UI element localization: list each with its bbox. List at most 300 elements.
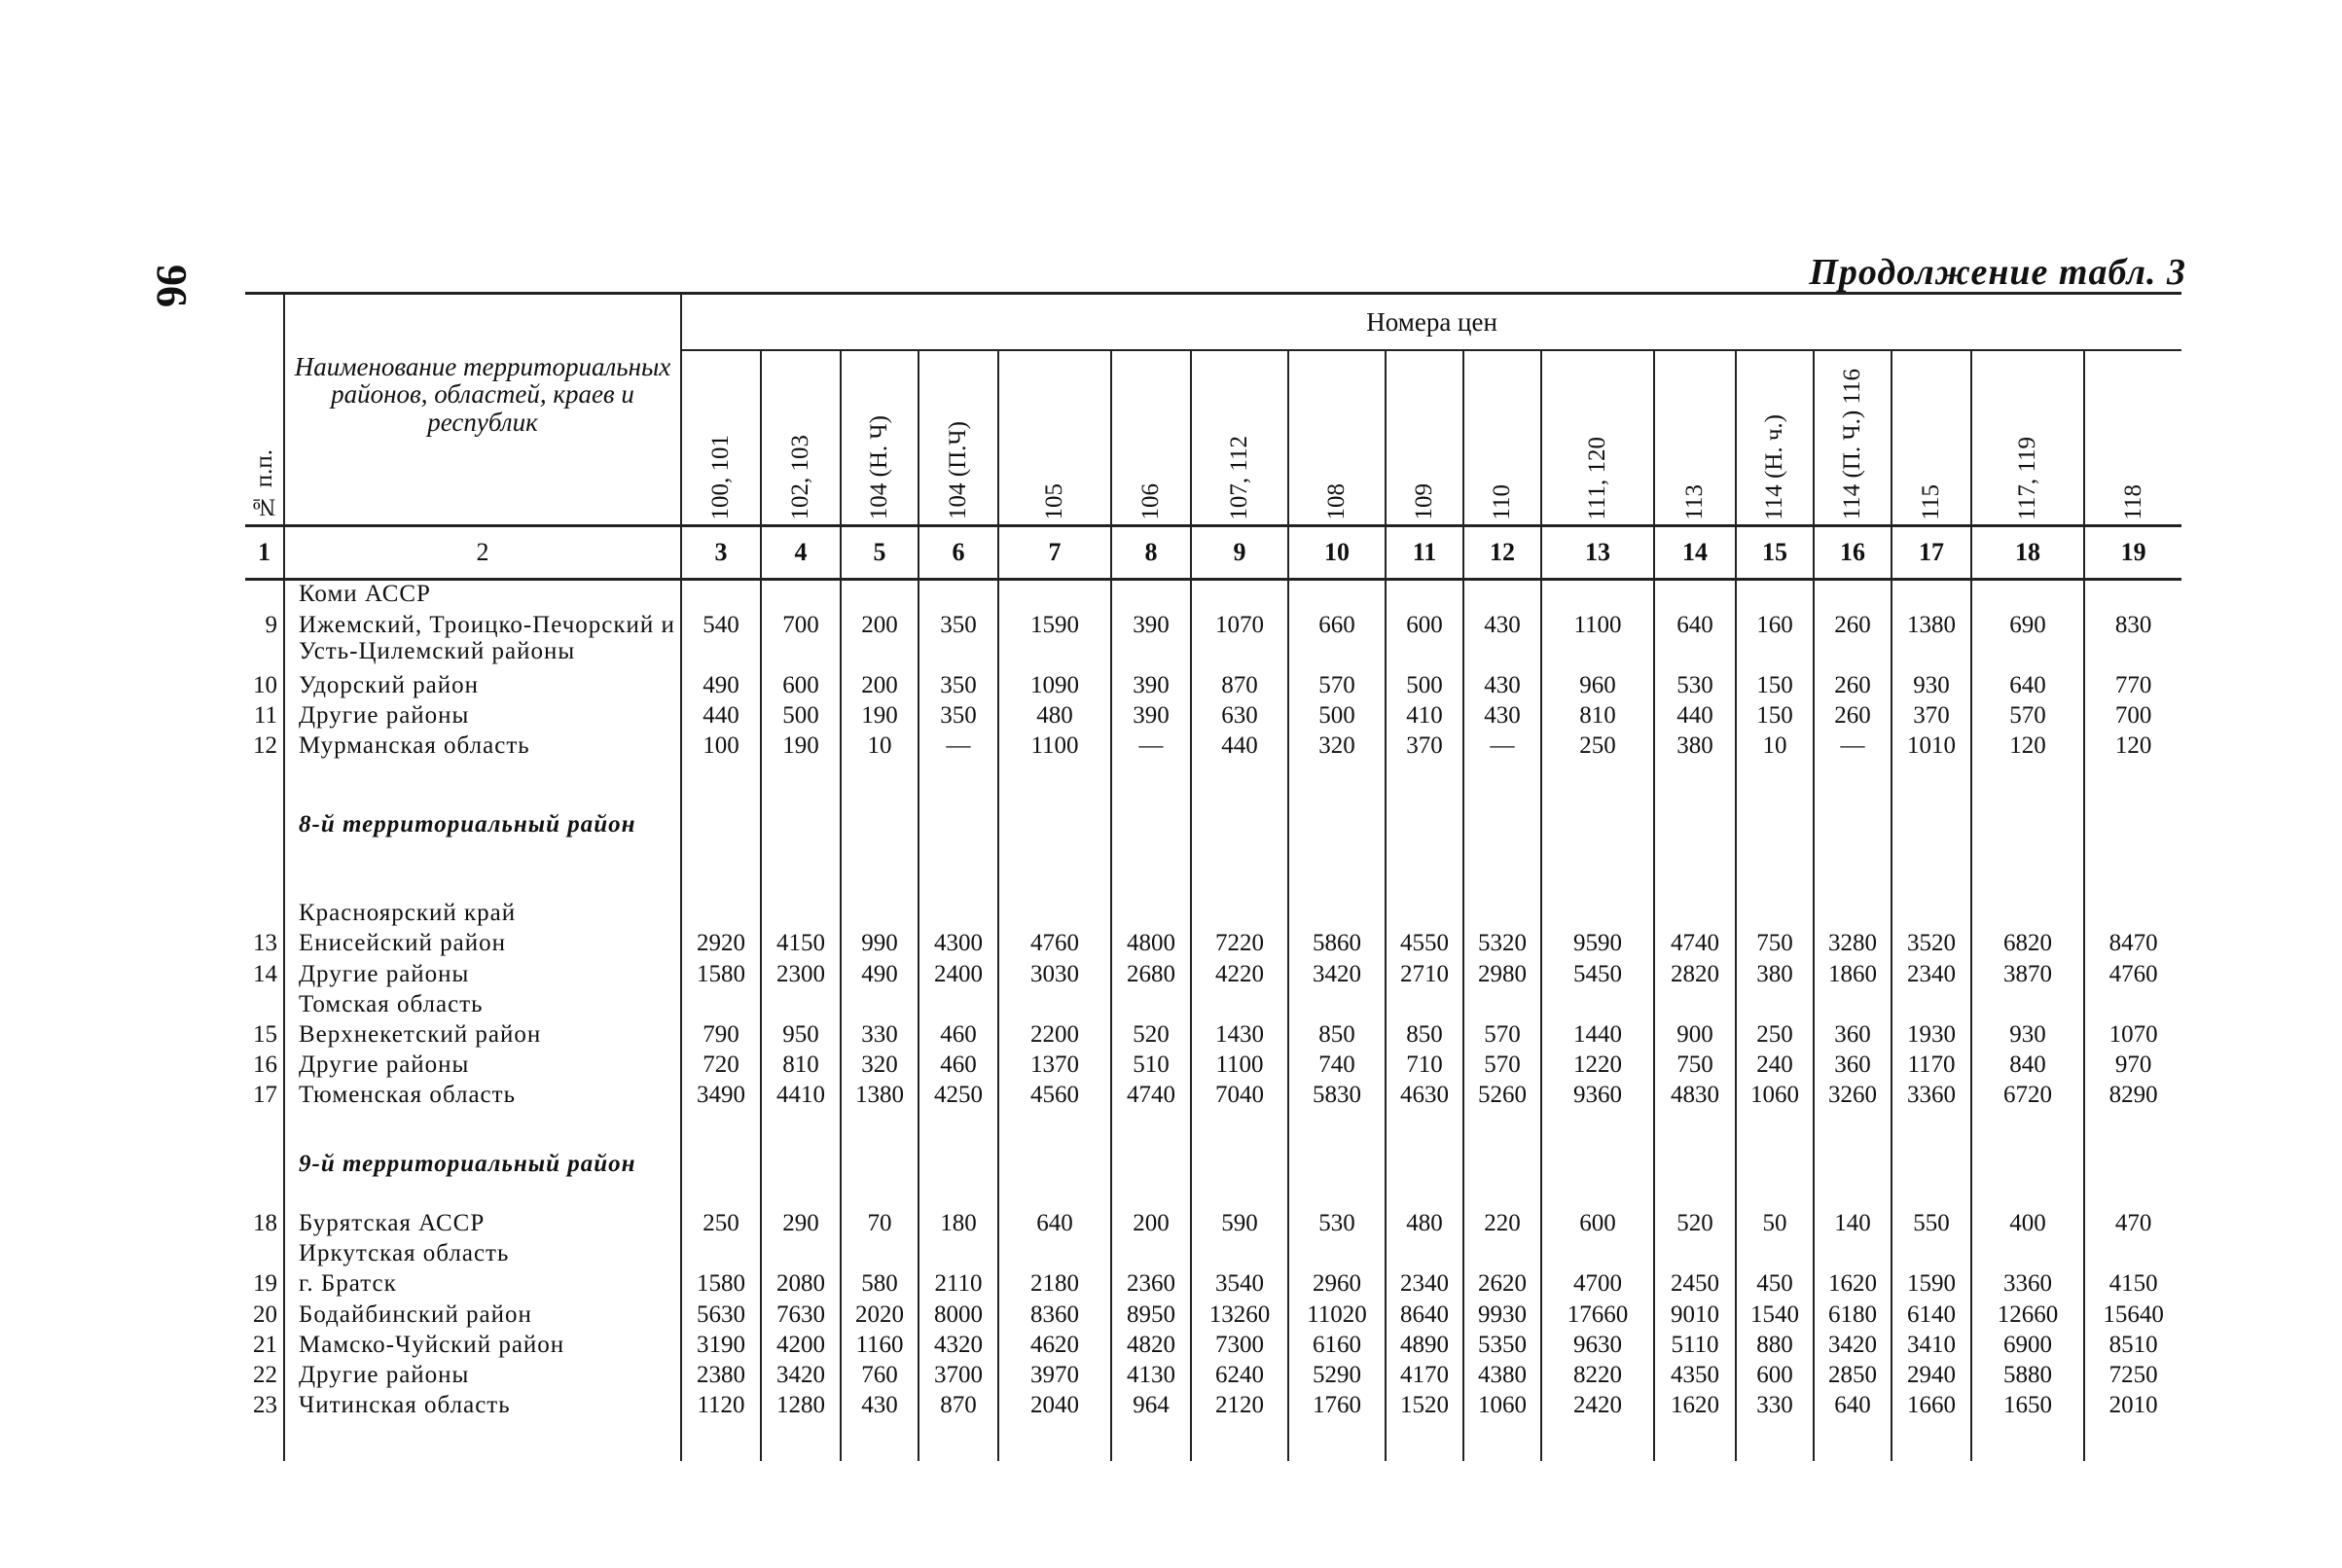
price-cell: 600	[1386, 612, 1463, 672]
header-col-label: 100, 101	[707, 434, 734, 520]
table-continuation-title: Продолжение табл. 3	[1809, 252, 2186, 293]
price-cell: 2420	[1541, 1392, 1654, 1422]
price-cell: 4890	[1386, 1332, 1463, 1362]
header-col-label: 106	[1137, 482, 1164, 520]
price-cell: 9360	[1541, 1082, 1654, 1112]
header-col-label: 108	[1323, 482, 1350, 520]
price-cell: 2680	[1111, 961, 1191, 991]
price-cell: 520	[1111, 1021, 1191, 1051]
header-col-13	[1541, 350, 1654, 526]
column-number: 4	[761, 526, 841, 580]
table-row	[245, 1270, 2181, 1301]
price-cell: 4300	[919, 930, 998, 960]
table-row	[245, 1021, 2181, 1051]
price-cell	[1892, 900, 1971, 930]
column-number: 18	[1971, 526, 2084, 580]
price-cell: 2020	[841, 1301, 919, 1332]
table-row	[245, 672, 2181, 702]
price-cell: 1170	[1892, 1051, 1971, 1082]
table-row	[245, 1392, 2181, 1422]
price-cell: 690	[1971, 612, 2084, 672]
price-cell: 10	[1736, 732, 1814, 763]
price-cell	[2084, 991, 2181, 1021]
price-cell: 440	[1191, 732, 1288, 763]
price-cell: 1280	[761, 1392, 841, 1422]
region-name: Иркутская область	[284, 1240, 681, 1270]
price-cell: 6140	[1892, 1301, 1971, 1332]
price-cell	[761, 580, 841, 612]
price-cell	[1814, 991, 1892, 1021]
price-cell: 1220	[1541, 1051, 1654, 1082]
header-name	[284, 294, 681, 526]
price-cell: 8360	[998, 1301, 1111, 1332]
price-cell: 4740	[1111, 1082, 1191, 1112]
price-cell: 13260	[1191, 1301, 1288, 1332]
column-number: 10	[1288, 526, 1386, 580]
price-cell: —	[919, 732, 998, 763]
price-cell: 3700	[919, 1362, 998, 1392]
column-number: 3	[681, 526, 761, 580]
price-cell: 430	[841, 1392, 919, 1422]
price-cell: 2400	[919, 961, 998, 991]
price-cell: 1380	[1892, 612, 1971, 672]
price-cell: 360	[1814, 1051, 1892, 1082]
price-cell	[1971, 1240, 2084, 1270]
price-cell: 2040	[998, 1392, 1111, 1422]
table-row	[245, 961, 2181, 991]
price-cell: 190	[841, 702, 919, 732]
table-row	[245, 991, 2181, 1021]
price-cell	[681, 1240, 761, 1270]
price-cell	[1288, 580, 1386, 612]
price-cell: 50	[1736, 1210, 1814, 1240]
price-cell	[1654, 991, 1736, 1021]
price-cell: 370	[1892, 702, 1971, 732]
price-cell: 4410	[761, 1082, 841, 1112]
price-cell	[1386, 1151, 1463, 1181]
price-cell: 2340	[1892, 961, 1971, 991]
price-cell	[1736, 580, 1814, 612]
header-col-3	[681, 350, 761, 526]
price-cell: 480	[1386, 1210, 1463, 1240]
price-cell: 1100	[1541, 612, 1654, 672]
price-cell: 480	[998, 702, 1111, 732]
price-cell: 1930	[1892, 1021, 1971, 1051]
price-cell: 3520	[1892, 930, 1971, 960]
column-number: 17	[1892, 526, 1971, 580]
price-cell: 510	[1111, 1051, 1191, 1082]
row-number: 17	[245, 1082, 284, 1112]
price-cell	[1111, 1240, 1191, 1270]
price-cell: 430	[1463, 702, 1541, 732]
price-cell: 350	[919, 612, 998, 672]
price-cell: 4130	[1111, 1362, 1191, 1392]
table-row	[245, 732, 2181, 763]
price-cell: 3420	[1288, 961, 1386, 991]
row-number: 18	[245, 1210, 284, 1240]
price-cell: 900	[1654, 1021, 1736, 1051]
price-cell	[1386, 991, 1463, 1021]
price-cell: 6720	[1971, 1082, 2084, 1112]
price-cell: 5880	[1971, 1362, 2084, 1392]
row-number: 19	[245, 1270, 284, 1301]
price-cell: 4200	[761, 1332, 841, 1362]
header-col-5	[841, 350, 919, 526]
price-cell	[998, 991, 1111, 1021]
price-cell: 830	[2114, 611, 2152, 638]
price-cell: 1090	[998, 672, 1111, 702]
price-cell: 600	[1736, 1362, 1814, 1392]
price-cell: 640	[1654, 612, 1736, 672]
price-cell	[1971, 991, 2084, 1021]
price-cell: —	[1111, 732, 1191, 763]
price-cell: 4320	[919, 1332, 998, 1362]
price-cell	[1814, 811, 1892, 841]
price-cell	[1892, 991, 1971, 1021]
price-cell: 150	[1736, 702, 1814, 732]
region-name: Красноярский край	[284, 900, 681, 930]
price-cell: 570	[1288, 672, 1386, 702]
region-name: Читинская область	[284, 1392, 681, 1422]
price-cell: 4150	[761, 930, 841, 960]
price-cell: 740	[1288, 1051, 1386, 1082]
header-col-19	[2084, 350, 2181, 526]
price-cell	[2084, 900, 2181, 930]
table-row	[245, 1332, 2181, 1362]
price-cell	[1541, 1151, 1654, 1181]
header-nn	[245, 294, 284, 526]
row-spacer	[245, 1112, 2181, 1151]
header-col-14	[1654, 350, 1736, 526]
price-cell	[1386, 1240, 1463, 1270]
price-cell: 8290	[2108, 1082, 2158, 1108]
price-cell: 11020	[1288, 1301, 1386, 1332]
table-row	[245, 930, 2181, 960]
column-number: 15	[1736, 526, 1814, 580]
price-cell	[1191, 580, 1288, 612]
price-cell	[1541, 900, 1654, 930]
price-cell: 2710	[1386, 961, 1463, 991]
table-row	[245, 1051, 2181, 1082]
header-name-label: Наименование территориальных районов, областей, краев и республик	[294, 352, 671, 437]
price-cell: 8000	[919, 1301, 998, 1332]
price-cell: 2360	[1111, 1270, 1191, 1301]
header-col-label: 109	[1411, 482, 1437, 520]
price-cell: 660	[1288, 612, 1386, 672]
price-cell	[919, 811, 998, 841]
price-cell: 7300	[1191, 1332, 1288, 1362]
price-table-container	[245, 292, 2181, 1461]
price-cell: 2620	[1463, 1270, 1541, 1301]
region-name: Другие районы	[284, 1362, 681, 1392]
price-cell	[761, 1240, 841, 1270]
price-cell: 3260	[1814, 1082, 1892, 1112]
price-cell: 4220	[1191, 961, 1288, 991]
header-col-label: 105	[1041, 482, 1067, 520]
price-cell: 2450	[1654, 1270, 1736, 1301]
table-row	[245, 900, 2181, 930]
price-cell: 220	[1463, 1210, 1541, 1240]
price-cell: 700	[761, 612, 841, 672]
price-cell: 330	[841, 1021, 919, 1051]
price-cell	[998, 811, 1111, 841]
price-cell	[1736, 991, 1814, 1021]
column-number: 14	[1654, 526, 1736, 580]
price-cell	[2084, 1151, 2181, 1181]
price-cell	[841, 811, 919, 841]
price-cell: 100	[681, 732, 761, 763]
price-cell: 1580	[681, 961, 761, 991]
price-cell	[761, 1151, 841, 1181]
price-cell: 1070	[1191, 612, 1288, 672]
row-number: 14	[245, 961, 284, 991]
price-cell: 5860	[1288, 930, 1386, 960]
price-cell: 5630	[681, 1301, 761, 1332]
column-number: 12	[1463, 526, 1541, 580]
price-cell: 4700	[1541, 1270, 1654, 1301]
price-cell	[1191, 1240, 1288, 1270]
table-row	[245, 1210, 2181, 1240]
header-col-label: 114 (П. Ч.) 116	[1839, 369, 1865, 520]
price-cell	[1463, 900, 1541, 930]
price-cell	[681, 580, 761, 612]
price-cell: 2940	[1892, 1362, 1971, 1392]
price-cell: 1620	[1654, 1392, 1736, 1422]
row-number	[245, 900, 284, 930]
price-cell	[1971, 580, 2084, 612]
table-row	[245, 702, 2181, 732]
price-cell	[841, 991, 919, 1021]
price-cell: 440	[1654, 702, 1736, 732]
price-cell	[1463, 1240, 1541, 1270]
price-cell: 540	[681, 612, 761, 672]
price-cell: 350	[919, 672, 998, 702]
price-cell: 9590	[1541, 930, 1654, 960]
price-cell: 390	[1111, 702, 1191, 732]
table-row	[245, 1082, 2181, 1112]
column-number: 16	[1814, 526, 1892, 580]
price-cell	[1654, 811, 1736, 841]
row-number	[245, 580, 284, 612]
price-cell: 350	[919, 702, 998, 732]
price-cell	[998, 1240, 1111, 1270]
price-cell: 4350	[1654, 1362, 1736, 1392]
price-cell: 240	[1736, 1051, 1814, 1082]
header-col-8	[1111, 350, 1191, 526]
price-cell: 470	[2114, 1210, 2152, 1237]
price-cell: 2180	[998, 1270, 1111, 1301]
column-number: 13	[1541, 526, 1654, 580]
price-cell: 1430	[1191, 1021, 1288, 1051]
price-cell: 70	[841, 1210, 919, 1240]
price-cell: 380	[1736, 961, 1814, 991]
price-cell: 390	[1111, 612, 1191, 672]
header-col-17	[1892, 350, 1971, 526]
header-col-6	[919, 350, 998, 526]
price-cell: 3870	[1971, 961, 2084, 991]
price-cell	[1191, 991, 1288, 1021]
price-cell: —	[1463, 732, 1541, 763]
price-cell: 5260	[1463, 1082, 1541, 1112]
price-cell	[761, 900, 841, 930]
header-nn-label: № п.п.	[250, 448, 277, 520]
price-cell: 9930	[1463, 1301, 1541, 1332]
header-col-11	[1386, 350, 1463, 526]
price-cell: 2820	[1654, 961, 1736, 991]
price-cell: 550	[1892, 1210, 1971, 1240]
price-cell: 260	[1814, 672, 1892, 702]
price-cell: 430	[1463, 672, 1541, 702]
price-cell: 400	[1971, 1210, 2084, 1240]
header-col-label: 110	[1489, 483, 1515, 520]
price-cell: 4250	[919, 1082, 998, 1112]
price-cell: 4760	[2108, 960, 2158, 987]
price-cell: —	[1814, 732, 1892, 763]
price-cell: 8220	[1541, 1362, 1654, 1392]
price-cell: 500	[1386, 672, 1463, 702]
price-cell: 5290	[1288, 1362, 1386, 1392]
price-cell	[1463, 1151, 1541, 1181]
row-number	[245, 1240, 284, 1270]
price-cell: 260	[1814, 702, 1892, 732]
row-number: 22	[245, 1362, 284, 1392]
price-cell: 1660	[1892, 1392, 1971, 1422]
price-cell	[1111, 991, 1191, 1021]
row-number: 21	[245, 1332, 284, 1362]
price-cell: 1070	[2108, 1020, 2158, 1048]
row-spacer	[245, 1181, 2181, 1210]
price-cell: 1060	[1736, 1082, 1814, 1112]
region-name: Верхнекетский район	[284, 1021, 681, 1051]
price-cell: 1520	[1386, 1392, 1463, 1422]
price-cell: 760	[841, 1362, 919, 1392]
price-cell	[1288, 1240, 1386, 1270]
price-cell: 570	[1971, 702, 2084, 732]
column-number: 8	[1111, 526, 1191, 580]
price-cell	[1971, 900, 2084, 930]
price-cell: 1650	[1971, 1392, 2084, 1422]
price-cell	[1654, 1240, 1736, 1270]
price-cell: 5110	[1654, 1332, 1736, 1362]
price-cell: 1380	[841, 1082, 919, 1112]
price-cell: 440	[681, 702, 761, 732]
price-cell: 380	[1654, 732, 1736, 763]
region-name: Коми АССР	[284, 580, 681, 612]
price-cell: 590	[1191, 1210, 1288, 1240]
price-cell: 120	[1971, 732, 2084, 763]
header-col-16	[1814, 350, 1892, 526]
price-cell	[1892, 1240, 1971, 1270]
price-cell: 950	[761, 1021, 841, 1051]
price-cell	[998, 580, 1111, 612]
price-cell: 1160	[841, 1332, 919, 1362]
price-cell: 850	[1386, 1021, 1463, 1051]
price-cell	[1111, 1151, 1191, 1181]
column-number: 6	[919, 526, 998, 580]
price-cell: 930	[1971, 1021, 2084, 1051]
price-cell: 3360	[1892, 1082, 1971, 1112]
price-cell: 15640	[2103, 1301, 2164, 1328]
row-number: 10	[245, 672, 284, 702]
price-cell: 2340	[1386, 1270, 1463, 1301]
price-cell: 600	[761, 672, 841, 702]
price-cell: 4760	[998, 930, 1111, 960]
price-cell: 6820	[1971, 930, 2084, 960]
price-cell: 12660	[1971, 1301, 2084, 1332]
price-cell	[1814, 900, 1892, 930]
price-cell: 930	[1892, 672, 1971, 702]
price-cell: 200	[841, 672, 919, 702]
table-row	[245, 1151, 2181, 1181]
price-cell: 4620	[998, 1332, 1111, 1362]
price-cell: 790	[681, 1021, 761, 1051]
column-number: 2	[284, 526, 681, 580]
price-cell: 360	[1814, 1021, 1892, 1051]
header-col-label: 113	[1681, 483, 1708, 520]
price-cell: 9630	[1541, 1332, 1654, 1362]
region-name: Другие районы	[284, 702, 681, 732]
price-cell: 2300	[761, 961, 841, 991]
price-cell: 4560	[998, 1082, 1111, 1112]
price-cell: 2850	[1814, 1362, 1892, 1392]
price-cell: 500	[1288, 702, 1386, 732]
price-cell: 2980	[1463, 961, 1541, 991]
header-col-label: 114 (Н. ч.)	[1761, 413, 1787, 520]
price-cell	[1111, 811, 1191, 841]
price-cell: 3030	[998, 961, 1111, 991]
price-cell: 460	[919, 1021, 998, 1051]
price-cell: 1100	[998, 732, 1111, 763]
header-col-4	[761, 350, 841, 526]
price-cell	[1654, 1151, 1736, 1181]
price-cell: 1540	[1736, 1301, 1814, 1332]
price-cell: 810	[1541, 702, 1654, 732]
price-cell: 750	[1736, 930, 1814, 960]
price-cell	[919, 1151, 998, 1181]
column-number: 9	[1191, 526, 1288, 580]
price-cell: 1100	[1191, 1051, 1288, 1082]
price-cell: 200	[1111, 1210, 1191, 1240]
row-number	[245, 991, 284, 1021]
price-cell: 6240	[1191, 1362, 1288, 1392]
price-cell	[2084, 1240, 2181, 1270]
price-cell	[1892, 1151, 1971, 1181]
region-name: Томская область	[284, 991, 681, 1021]
header-col-7	[998, 350, 1111, 526]
region-name: Другие районы	[284, 961, 681, 991]
column-number: 5	[841, 526, 919, 580]
price-cell: 850	[1288, 1021, 1386, 1051]
price-cell	[1191, 811, 1288, 841]
price-cell: 1440	[1541, 1021, 1654, 1051]
price-cell: 3420	[1814, 1332, 1892, 1362]
column-number: 11	[1386, 526, 1463, 580]
price-cell: 1590	[1892, 1270, 1971, 1301]
row-number: 11	[245, 702, 284, 732]
header-col-9	[1191, 350, 1288, 526]
price-cell: 3280	[1814, 930, 1892, 960]
price-cell: 17660	[1541, 1301, 1654, 1332]
price-cell: 10	[841, 732, 919, 763]
price-cell	[1892, 580, 1971, 612]
price-cell	[998, 1151, 1111, 1181]
price-cell	[841, 580, 919, 612]
price-cell: 1860	[1814, 961, 1892, 991]
price-cell: 2080	[761, 1270, 841, 1301]
price-cell: 6900	[1971, 1332, 2084, 1362]
price-cell	[1386, 811, 1463, 841]
price-cell: 4830	[1654, 1082, 1736, 1112]
